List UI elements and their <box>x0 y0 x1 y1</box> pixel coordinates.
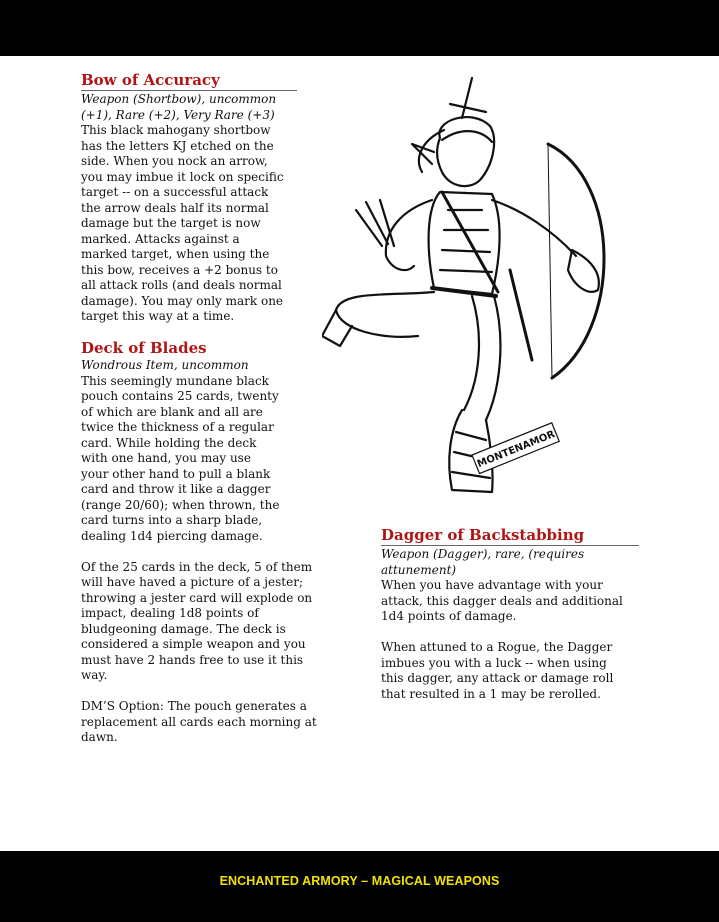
deck-text-line: considered a simple weapon and you <box>81 637 306 651</box>
deck-text-line: impact, dealing 1d8 points of <box>81 606 259 620</box>
dagger-guard-icon <box>450 104 486 112</box>
head-icon <box>437 117 494 186</box>
deck-text-line: your other hand to pull a blank <box>81 466 271 481</box>
paragraph-gap <box>81 544 331 560</box>
deck-text-line: of which are blank and all are <box>81 404 263 419</box>
bow-text-line: target -- on a successful attack <box>81 185 269 199</box>
dagger-title-rule <box>381 545 639 546</box>
dagger-subtitle-line: Weapon (Dagger), rare, (requires <box>381 547 585 561</box>
bow-text-line: marked target, when using the <box>81 247 270 261</box>
bow-text-line: has the letters KJ etched on the <box>81 138 274 153</box>
dagger-text-line: imbues you with a luck -- when using <box>381 655 607 670</box>
deck-text-line: card. While holding the deck <box>81 435 257 450</box>
right-arm-icon <box>492 200 576 256</box>
deck-text-line: card and throw it like a dagger <box>81 482 271 496</box>
bow-text-line: side. When you nock an arrow, <box>81 154 268 168</box>
bow-text-line: all attack rolls (and deals normal <box>81 278 282 292</box>
bow-text-line: this bow, receives a +2 bonus to <box>81 262 278 277</box>
dagger-of-backstabbing-section <box>381 526 639 702</box>
deck-text-line: (range 20/60); when thrown, the <box>81 497 280 512</box>
deck-text-line: This seemingly mundane black <box>81 373 269 388</box>
dagger-text-line: When you have advantage with your <box>381 578 603 592</box>
deck-text-line: throwing a jester card will explode on <box>81 590 313 605</box>
deck-text-line: dawn. <box>81 730 118 744</box>
deck-text-line: dealing 1d4 piercing damage. <box>81 528 263 543</box>
bow-of-accuracy-section <box>81 71 297 325</box>
standing-leg-icon <box>464 296 479 410</box>
deck-text-line: twice the thickness of a regular <box>81 420 274 434</box>
deck-text-line: will have haved a picture of a jester; <box>81 575 303 589</box>
deck-title: Deck of Blades <box>81 339 207 357</box>
bow-subtitle-line: (+1), Rare (+2), Very Rare (+3) <box>81 107 275 122</box>
bow-title: Bow of Accuracy <box>81 71 220 89</box>
rogue-illustration <box>322 60 652 500</box>
bow-text-line: target this way at a time. <box>81 309 235 323</box>
bow-text-line: damage). You may only mark one <box>81 293 284 308</box>
bow-icon <box>548 144 604 378</box>
bow-text-line: you may imbue it lock on specific <box>81 169 284 184</box>
bow-text-line: damage but the target is now <box>81 216 261 230</box>
dagger-text-line: When attuned to a Rogue, the Dagger <box>381 640 613 654</box>
bow-subtitle-line: Weapon (Shortbow), uncommon <box>81 92 277 106</box>
dagger-text-line: that resulted in a 1 may be rerolled. <box>381 686 601 701</box>
deck-text-line: replacement all cards each morning at <box>81 714 317 729</box>
sword-icon <box>510 270 532 360</box>
deck-text-line: bludgeoning damage. The deck is <box>81 621 286 636</box>
deck-text-line: way. <box>81 668 108 682</box>
top-banner <box>0 0 719 56</box>
deck-text-line: card turns into a sharp blade, <box>81 513 263 527</box>
deck-text-line: with one hand, you may use <box>81 451 251 465</box>
bow-text-line: This black mahogany shortbow <box>81 123 271 137</box>
bow-text-line: the arrow deals half its normal <box>81 200 269 215</box>
deck-subtitle: Wondrous Item, uncommon <box>81 358 249 372</box>
left-arm-icon <box>386 200 432 270</box>
dagger-text-line: attack, this dagger deals and additional <box>381 593 623 608</box>
dagger-text-line: 1d4 points of damage. <box>381 609 517 623</box>
belt-icon <box>432 288 496 296</box>
paragraph-gap <box>81 684 331 700</box>
artist-signature: MONTENAMOR <box>475 428 557 471</box>
bow-text-line: marked. Attacks against a <box>81 231 240 246</box>
paragraph-gap <box>381 625 639 641</box>
bow-title-rule <box>81 90 297 91</box>
deck-of-blades-section <box>81 339 331 746</box>
deck-text-line: Of the 25 cards in the deck, 5 of them <box>81 559 313 574</box>
dagger-text-line: this dagger, any attack or damage roll <box>381 671 614 685</box>
footer-title: ENCHANTED ARMORY – MAGICAL WEAPONS <box>219 874 500 888</box>
dagger-subtitle-line: attunement) <box>381 562 457 577</box>
dagger-title: Dagger of Backstabbing <box>381 526 585 544</box>
dagger-blade-icon <box>462 78 472 118</box>
deck-text-line: must have 2 hands free to use it this <box>81 652 304 667</box>
deck-text-line: pouch contains 25 cards, twenty <box>81 389 279 403</box>
deck-text-line: DM’S Option: The pouch generates a <box>81 699 307 713</box>
